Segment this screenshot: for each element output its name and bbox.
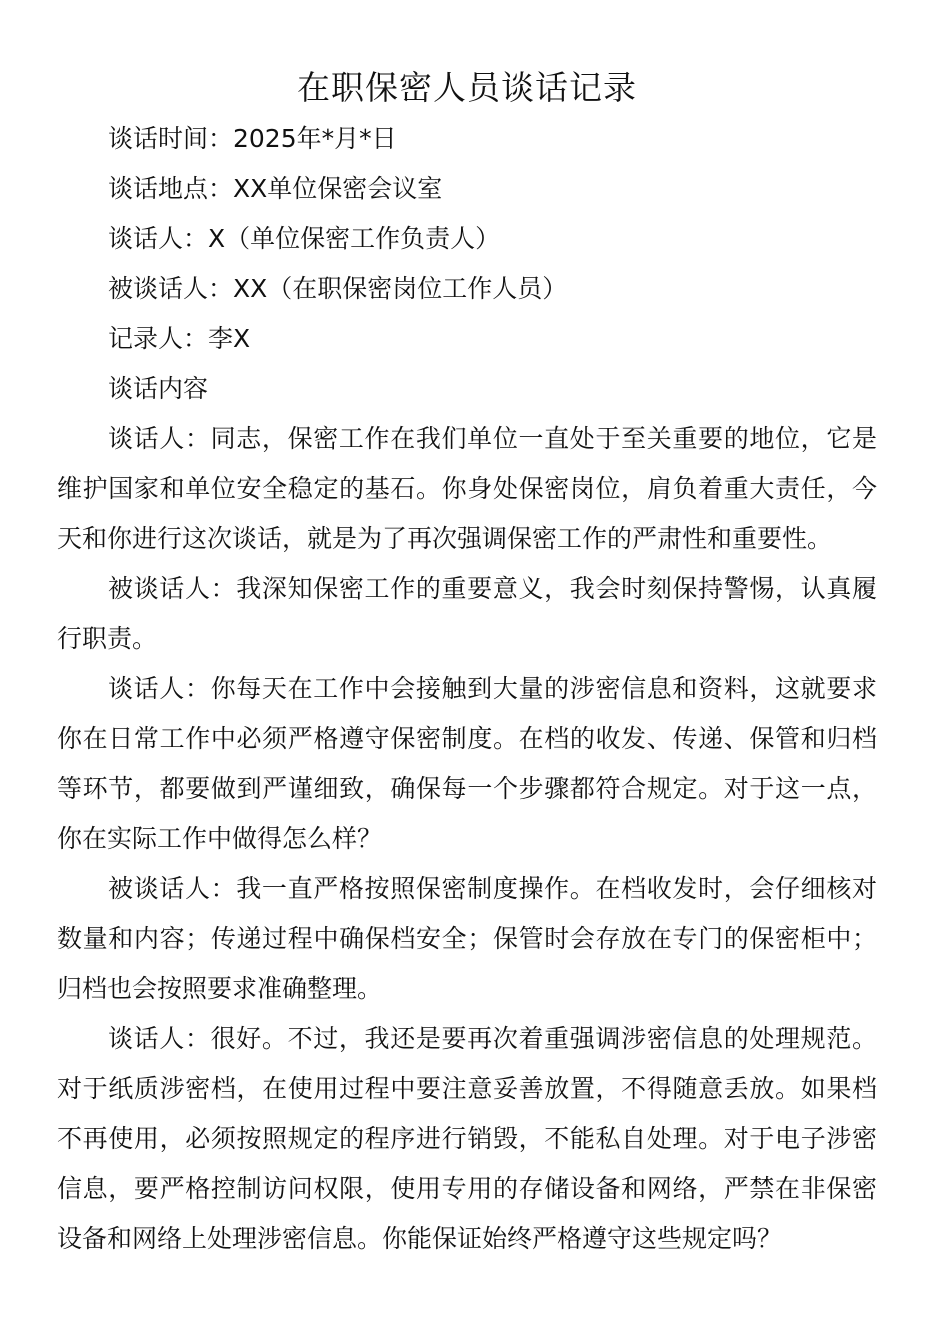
section-heading-content: 谈话内容: [108, 374, 209, 403]
dialogue-paragraph: 被谈话人：我深知保密工作的重要意义，我会时刻保持警惕，认真履行职责。: [57, 574, 877, 653]
meta-section: [57, 114, 877, 414]
meta-location: 谈话地点：XX单位保密会议室: [108, 174, 443, 203]
dialogue-paragraph: 谈话人：很好。不过，我还是要再次着重强调涉密信息的处理规范。对于纸质涉密档，在使用过程中要注意妥善放置，不得随意丢放。如果档不再使用，必须按照规定的程序进行销毁，不能私自处理。对于电子涉密信息，要严格控制访问权限，使用专用的存储设备和网络，严禁在非保密设备和网络上处理涉密信息。你能保证始终严格遵守这些规定吗？: [57, 1024, 877, 1253]
conversation-body: [57, 414, 877, 1264]
document-title: 在职保密人员谈话记录: [297, 68, 637, 107]
document-page: [57, 62, 877, 1264]
dialogue-paragraph: 被谈话人：我一直严格按照保密制度操作。在档收发时，会仔细核对数量和内容；传递过程中确保档安全；保管时会存放在专门的保密柜中；归档也会按照要求准确整理。: [57, 874, 877, 1003]
dialogue-paragraph: 谈话人：你每天在工作中会接触到大量的涉密信息和资料，这就要求你在日常工作中必须严格遵守保密制度。在档的收发、传递、保管和归档等环节，都要做到严谨细致，确保每一个步骤都符合规定。对于这一点，你在实际工作中做得怎么样？: [57, 674, 877, 853]
meta-interviewee: 被谈话人：XX（在职保密岗位工作人员）: [108, 274, 568, 303]
meta-interviewer: 谈话人：X（单位保密工作负责人）: [108, 224, 501, 253]
meta-time: 谈话时间：2025年*月*日: [108, 124, 397, 153]
meta-recorder: 记录人：李X: [108, 324, 251, 353]
dialogue-paragraph: 谈话人：同志，保密工作在我们单位一直处于至关重要的地位，它是维护国家和单位安全稳定的基石。你身处保密岗位，肩负着重大责任，今天和你进行这次谈话，就是为了再次强调保密工作的严肃性和重要性。: [57, 424, 877, 553]
